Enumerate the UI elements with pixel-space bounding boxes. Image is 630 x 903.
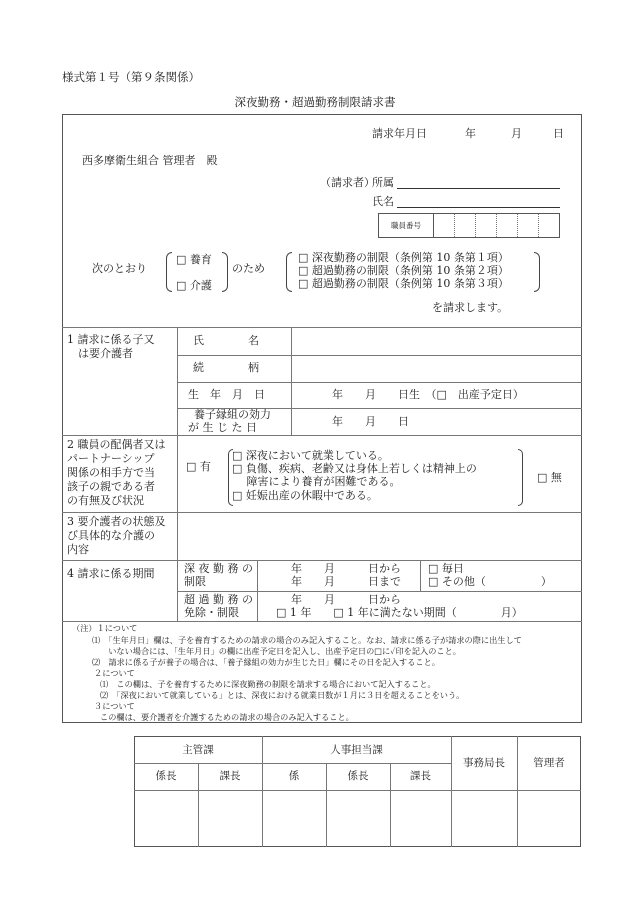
restriction-checkbox-overtime-3[interactable]: □ 超過勤務の制限（条例第 10 条第３項） xyxy=(298,277,509,290)
restriction-checkbox-night[interactable]: □ 深夜勤務の制限（条例第 10 条第１項） xyxy=(298,251,509,264)
spouse-no-checkbox[interactable]: □ 無 xyxy=(537,471,562,484)
purpose-checkbox-childcare[interactable]: □ 養育 xyxy=(176,253,212,266)
overtime-start-date[interactable]: 年 月 日から xyxy=(291,593,401,606)
adoption-date-label: が 生 じ た 日 xyxy=(188,421,257,434)
section3-label: 内容 xyxy=(67,543,89,556)
name-label: 氏名 xyxy=(372,195,394,208)
approval-secretary-general: 事務局長 xyxy=(463,757,505,769)
relation-field[interactable] xyxy=(292,356,581,381)
divider xyxy=(420,560,421,591)
night-start-date[interactable]: 年 月 日から xyxy=(291,562,401,575)
approval-group-hr: 人事担当課 xyxy=(330,744,383,756)
staff-number-digit[interactable] xyxy=(539,214,559,237)
for-label: のため xyxy=(232,262,265,275)
bracket-left xyxy=(286,252,292,292)
condition-maternity-checkbox[interactable]: □ 妊娠出産の休暇中である。 xyxy=(232,489,378,502)
spouse-yes-checkbox[interactable]: □ 有 xyxy=(186,460,211,473)
bracket-right xyxy=(518,449,523,506)
request-date-day[interactable]: 日 xyxy=(553,127,564,140)
note-line: ⑵ 請求に係る子が養子の場合は、「養子縁組の効力が生じた日」欄にその日を記入すること。 xyxy=(92,657,440,667)
notes-heading: （注）１について xyxy=(72,623,138,633)
section4-label: 4 請求に係る期間 xyxy=(67,567,155,580)
overtime-restriction-label: 超 過 勤 務 の xyxy=(184,593,253,606)
form-id: 様式第１号（第９条関係） xyxy=(62,70,200,84)
every-day-checkbox[interactable]: □ 毎日 xyxy=(428,562,464,575)
staff-number-digit[interactable] xyxy=(434,214,455,237)
divider xyxy=(177,591,582,592)
section2-label: の有無及び状況 xyxy=(67,494,144,507)
divider xyxy=(134,763,451,764)
section1-label: は要介護者 xyxy=(67,347,133,360)
birthdate-field[interactable]: 年 月 日生 （□ 出産予定日） xyxy=(332,388,524,401)
approval-subcol: 係長 xyxy=(155,770,177,782)
staff-number-box xyxy=(378,213,560,238)
child-name-field[interactable] xyxy=(292,328,581,354)
request-date-label: 請求年月日 xyxy=(372,127,427,140)
note-line: いない場合には、「生年月日」の欄に出産予定日を記入し、出産予定日の□に✓印を記入のこと。 xyxy=(100,646,461,656)
request-date-year[interactable]: 年 xyxy=(465,127,476,140)
section3-label: 3 要介護者の状態及 xyxy=(67,515,166,528)
section2-label: 該子の親である者 xyxy=(67,480,155,493)
stamp-cell[interactable] xyxy=(327,791,390,846)
staff-number-label: 職員番号 xyxy=(379,214,434,237)
note-line: ⑵ 「深夜において就業している」とは、深夜における就業日数が１月に３日を超えることをいう。 xyxy=(100,690,465,700)
divider xyxy=(177,327,178,621)
condition-disability-checkbox[interactable]: □ 負傷、疾病、老齢又は身体上若しくは精神上の xyxy=(232,462,477,475)
bracket-right xyxy=(222,252,228,292)
request-date-month[interactable]: 月 xyxy=(511,127,522,140)
note-line: ３について xyxy=(94,701,135,711)
approval-group-main: 主管課 xyxy=(182,744,214,756)
section2-label: 関係の相手方で当 xyxy=(67,466,155,479)
name-field[interactable] xyxy=(397,207,560,208)
note-line: ⑴ この欄は、子を養育するために深夜勤務の制限を請求する場合において記入すること。 xyxy=(100,679,436,689)
staff-number-digit[interactable] xyxy=(455,214,476,237)
divider xyxy=(177,382,582,383)
relation-label: 続 柄 xyxy=(193,361,259,374)
overtime-restriction-label: 免除・制限 xyxy=(184,606,239,619)
care-details-field[interactable] xyxy=(178,513,581,559)
approval-subcol: 課長 xyxy=(219,770,241,782)
approval-subcol: 係長 xyxy=(347,770,369,782)
stamp-cell[interactable] xyxy=(199,791,262,846)
stamp-cell[interactable] xyxy=(391,791,451,846)
approval-administrator: 管理者 xyxy=(533,757,565,769)
request-suffix: を請求します。 xyxy=(432,301,509,314)
divider xyxy=(62,560,582,561)
night-restriction-label: 深 夜 勤 務 の xyxy=(184,562,253,575)
adoption-date-label: 養子縁組の効力 xyxy=(194,408,271,421)
bracket-left xyxy=(166,252,172,292)
section1-label: 1 請求に係る子又 xyxy=(67,333,155,346)
request-form xyxy=(62,114,582,723)
note-line: ⑴ 「生年月日」欄は、子を養育するための請求の場合のみ記入すること。なお、請求に係る子が請求の際に出生して xyxy=(92,635,522,645)
adoption-date-field[interactable]: 年 月 日 xyxy=(332,415,409,428)
overtime-period-options[interactable]: □ 1 年 □ 1 年に満たない期間（ 月） xyxy=(276,606,523,619)
birthdate-label: 生 年 月 日 xyxy=(188,388,265,401)
night-restriction-label: 制限 xyxy=(184,575,206,588)
night-end-date[interactable]: 年 月 日まで xyxy=(291,575,401,588)
staff-number-digit[interactable] xyxy=(518,214,539,237)
note-line: ２について xyxy=(94,668,135,678)
intro-text: 次のとおり xyxy=(92,262,147,275)
affiliation-field[interactable] xyxy=(397,188,560,189)
stamp-cell[interactable] xyxy=(452,791,517,846)
note-line: この欄は、要介護者を介護するための請求の場合のみ記入すること。 xyxy=(100,712,354,722)
addressee: 西多摩衛生組合 管理者 殿 xyxy=(82,154,218,167)
section2-label: パートナーシップ xyxy=(67,452,155,465)
stamp-cell[interactable] xyxy=(263,791,326,846)
child-name-label: 氏 名 xyxy=(193,334,259,347)
requester-label: （請求者） xyxy=(320,176,375,189)
divider xyxy=(62,435,582,436)
approval-subcol: 係 xyxy=(288,770,300,782)
condition-disability-cont: 障害により養育が困難である。 xyxy=(232,475,401,488)
stamp-cell[interactable] xyxy=(135,791,198,846)
divider xyxy=(62,621,582,622)
purpose-checkbox-nursing[interactable]: □ 介護 xyxy=(176,279,212,292)
section3-label: び具体的な介護の xyxy=(67,529,155,542)
staff-number-digit[interactable] xyxy=(476,214,497,237)
other-checkbox[interactable]: □ その他（ ） xyxy=(428,575,552,588)
bracket-right xyxy=(534,252,540,292)
section2-label: 2 職員の配偶者又は xyxy=(67,438,166,451)
stamp-cell[interactable] xyxy=(518,791,580,846)
staff-number-digit[interactable] xyxy=(497,214,518,237)
document-title: 深夜勤務・超過勤務制限請求書 xyxy=(234,95,396,109)
approval-subcol: 課長 xyxy=(410,770,431,782)
condition-night-work-checkbox[interactable]: □ 深夜において就業している。 xyxy=(232,449,389,462)
affiliation-label: 所属 xyxy=(372,176,394,189)
restriction-checkbox-overtime-2[interactable]: □ 超過勤務の制限（条例第 10 条第２項） xyxy=(298,264,509,277)
